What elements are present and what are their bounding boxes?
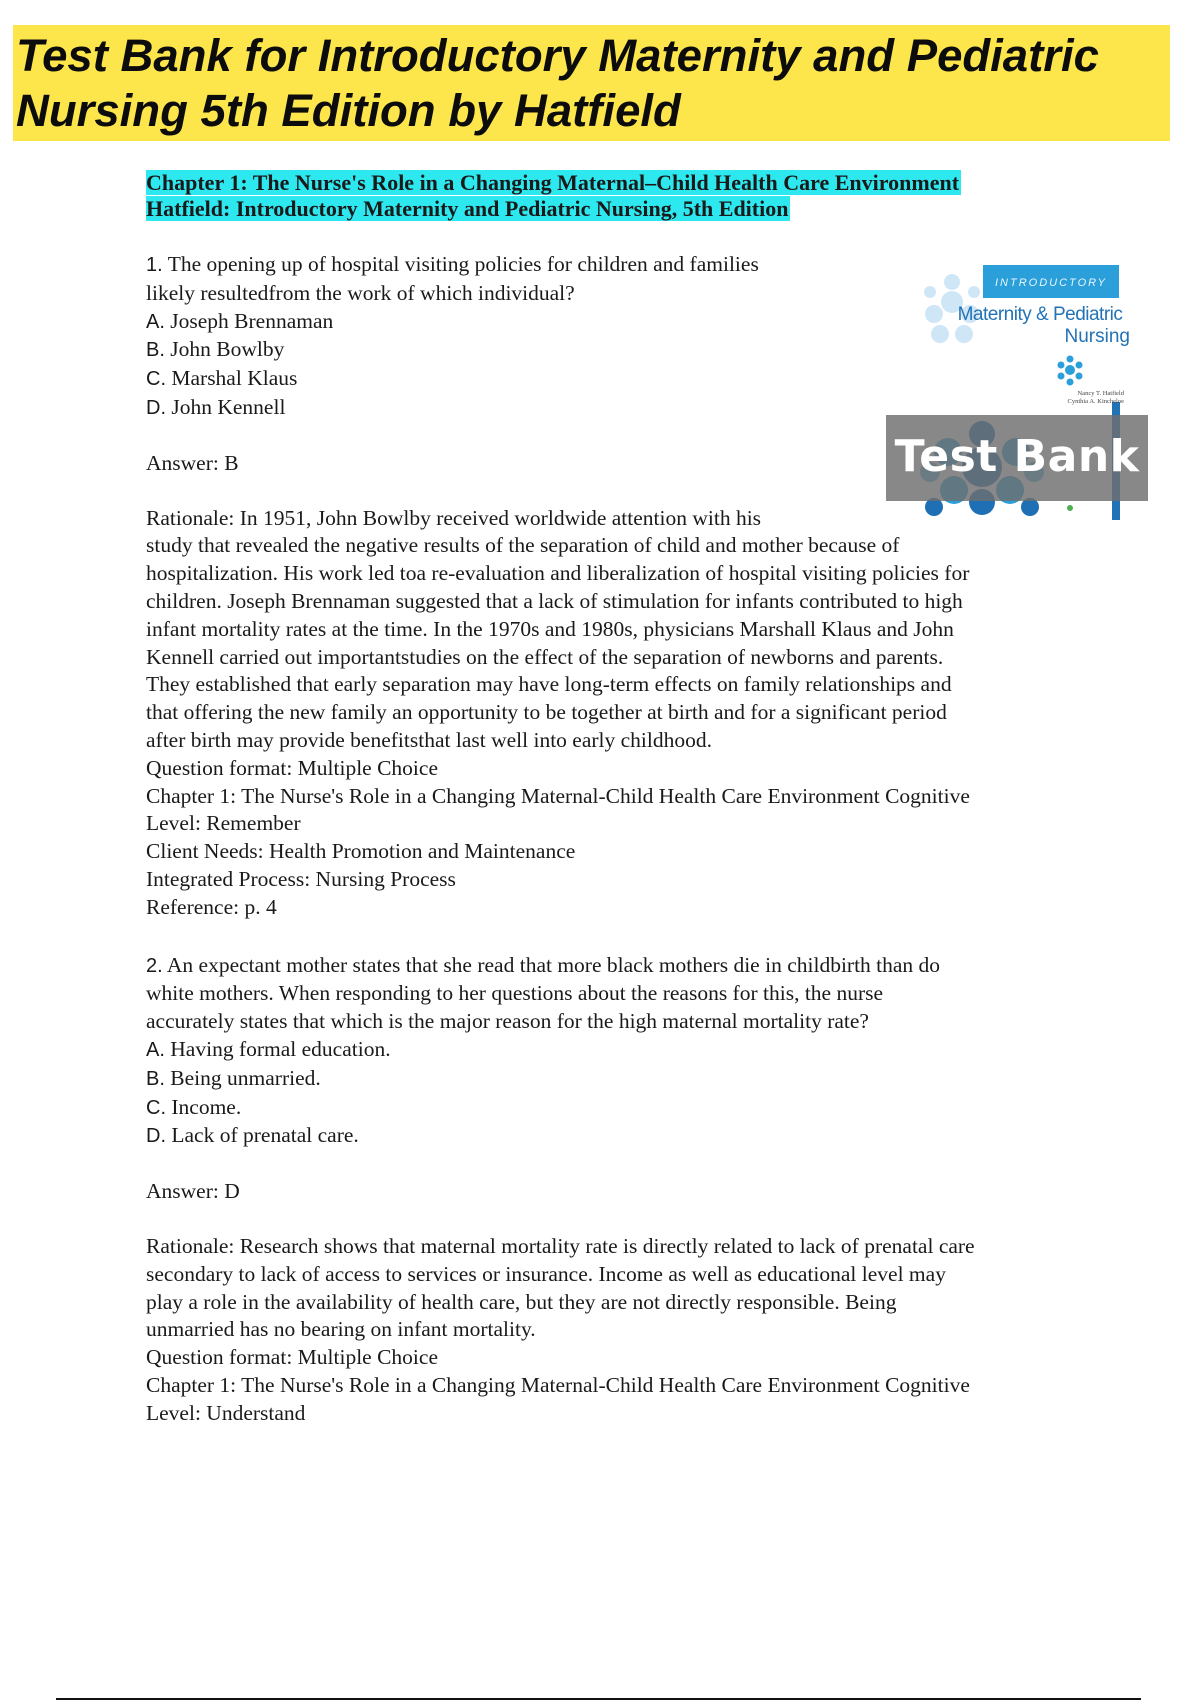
book-title: Hatfield: Introductory Maternity and Pediatric Nursing, 5th Edition xyxy=(146,196,789,221)
question-meta: Level: Understand xyxy=(146,1400,306,1425)
option-letter: D. xyxy=(146,396,166,419)
answer-option xyxy=(146,1065,1086,1094)
question-meta: Chapter 1: The Nurse's Role in a Changing Maternal-Child Health Care Environment Cognitive xyxy=(146,783,970,808)
option-letter: C. xyxy=(146,1096,166,1119)
chapter-heading xyxy=(146,170,961,222)
rationale-line: They established that early separation may have long-term effects on family relationships and xyxy=(146,672,952,697)
rationale-line: play a role in the availability of health care, but they are not directly responsible. Being xyxy=(146,1289,897,1314)
question-meta: Reference: p. 4 xyxy=(146,894,277,919)
rationale-line: study that revealed the negative results of the separation of child and mother because of xyxy=(146,533,900,558)
option-letter: A. xyxy=(146,310,165,333)
answer-key: Answer: D xyxy=(146,1179,240,1204)
question-number: 2. xyxy=(146,954,163,977)
cover-title-line-1: Maternity & Pediatric xyxy=(957,304,1123,325)
question-content xyxy=(146,251,1086,1427)
rationale-line: after birth may provide benefitsthat last well into early childhood. xyxy=(146,727,713,752)
option-text: Joseph Brennaman xyxy=(170,308,334,333)
option-letter: D. xyxy=(146,1125,166,1148)
answer-option xyxy=(146,1122,1086,1151)
rationale-line: that offering the new family an opportunity to be together at birth and for a significant period xyxy=(146,700,947,725)
cover-author-2: Cynthia A. Kincheloe xyxy=(1067,398,1124,405)
question-stem-line: likely resultedfrom the work of which individual? xyxy=(146,280,575,305)
question-meta: Client Needs: Health Promotion and Maintenance xyxy=(146,839,576,864)
question-meta: Question format: Multiple Choice xyxy=(146,1345,438,1370)
option-text: Income. xyxy=(171,1094,242,1119)
option-letter: A. xyxy=(146,1038,165,1061)
cover-top-label: INTRODUCTORY xyxy=(983,265,1119,298)
question-2 xyxy=(146,952,1086,1428)
answer-option xyxy=(146,365,1086,394)
cover-title-line-2: Nursing xyxy=(1064,326,1130,347)
option-text: Having formal education. xyxy=(170,1036,391,1061)
document-title-line-1: Test Bank for Introductory Maternity and Pediatric xyxy=(16,30,1099,81)
option-letter: B. xyxy=(146,1067,165,1090)
option-letter: B. xyxy=(146,339,165,362)
question-stem-line: white mothers. When responding to her questions about the reasons for this, the nurse xyxy=(146,981,884,1006)
question-meta: Chapter 1: The Nurse's Role in a Changing Maternal-Child Health Care Environment Cognitive xyxy=(146,1372,970,1397)
answer-option xyxy=(146,308,1086,337)
question-meta: Level: Remember xyxy=(146,811,301,836)
cover-author-1: Nancy T. Hatfield xyxy=(1077,390,1124,397)
chapter-title: Chapter 1: The Nurse's Role in a Changing Maternal–Child Health Care Environment xyxy=(146,170,960,195)
question-meta: Question format: Multiple Choice xyxy=(146,755,438,780)
test-bank-watermark-text: Test Bank xyxy=(894,431,1140,482)
option-text: Marshal Klaus xyxy=(171,366,298,391)
answer-option xyxy=(146,1036,1086,1065)
rationale-line: Kennell carried out importantstudies on the effect of the separation of newborns and parents. xyxy=(146,644,944,669)
rationale-line: unmarried has no bearing on infant mortality. xyxy=(146,1317,536,1342)
option-text: Lack of prenatal care. xyxy=(171,1123,359,1148)
question-meta: Integrated Process: Nursing Process xyxy=(146,866,456,891)
answer-option xyxy=(146,336,1086,365)
question-1 xyxy=(146,251,1086,922)
question-stem xyxy=(146,251,1086,280)
option-text: John Kennell xyxy=(171,394,286,419)
answer-key: Answer: B xyxy=(146,450,239,475)
question-stem xyxy=(146,952,1086,981)
question-number: 1. xyxy=(146,254,163,276)
document-title-line-2: Nursing 5th Edition by Hatfield xyxy=(16,85,681,136)
answer-option xyxy=(146,1094,1086,1123)
question-stem-line: accurately states that which is the major reason for the high maternal mortality rate? xyxy=(146,1009,869,1034)
question-stem-line: The opening up of hospital visiting policies for children and families xyxy=(167,252,759,276)
rationale-line: hospitalization. His work led toa re-evaluation and liberalization of hospital visiting policies for xyxy=(146,561,970,586)
rationale-line: infant mortality rates at the time. In the 1970s and 1980s, physicians Marshall Klaus and John xyxy=(146,616,954,641)
question-stem-line: An expectant mother states that she read that more black mothers die in childbirth than do xyxy=(166,952,941,977)
answer-option xyxy=(146,394,1086,423)
rationale-line: Rationale: In 1951, John Bowlby received worldwide attention with his xyxy=(146,505,762,530)
document-title xyxy=(16,28,1176,138)
rationale-line: Rationale: Research shows that maternal mortality rate is directly related to lack of prenatal care xyxy=(146,1233,975,1258)
option-text: Being unmarried. xyxy=(170,1065,321,1090)
rationale-line: children. Joseph Brennaman suggested that a lack of stimulation for infants contributed to high xyxy=(146,588,963,613)
option-letter: C. xyxy=(146,368,166,391)
option-text: John Bowlby xyxy=(170,337,285,362)
rationale-line: secondary to lack of access to services or insurance. Income as well as educational level may xyxy=(146,1261,946,1286)
